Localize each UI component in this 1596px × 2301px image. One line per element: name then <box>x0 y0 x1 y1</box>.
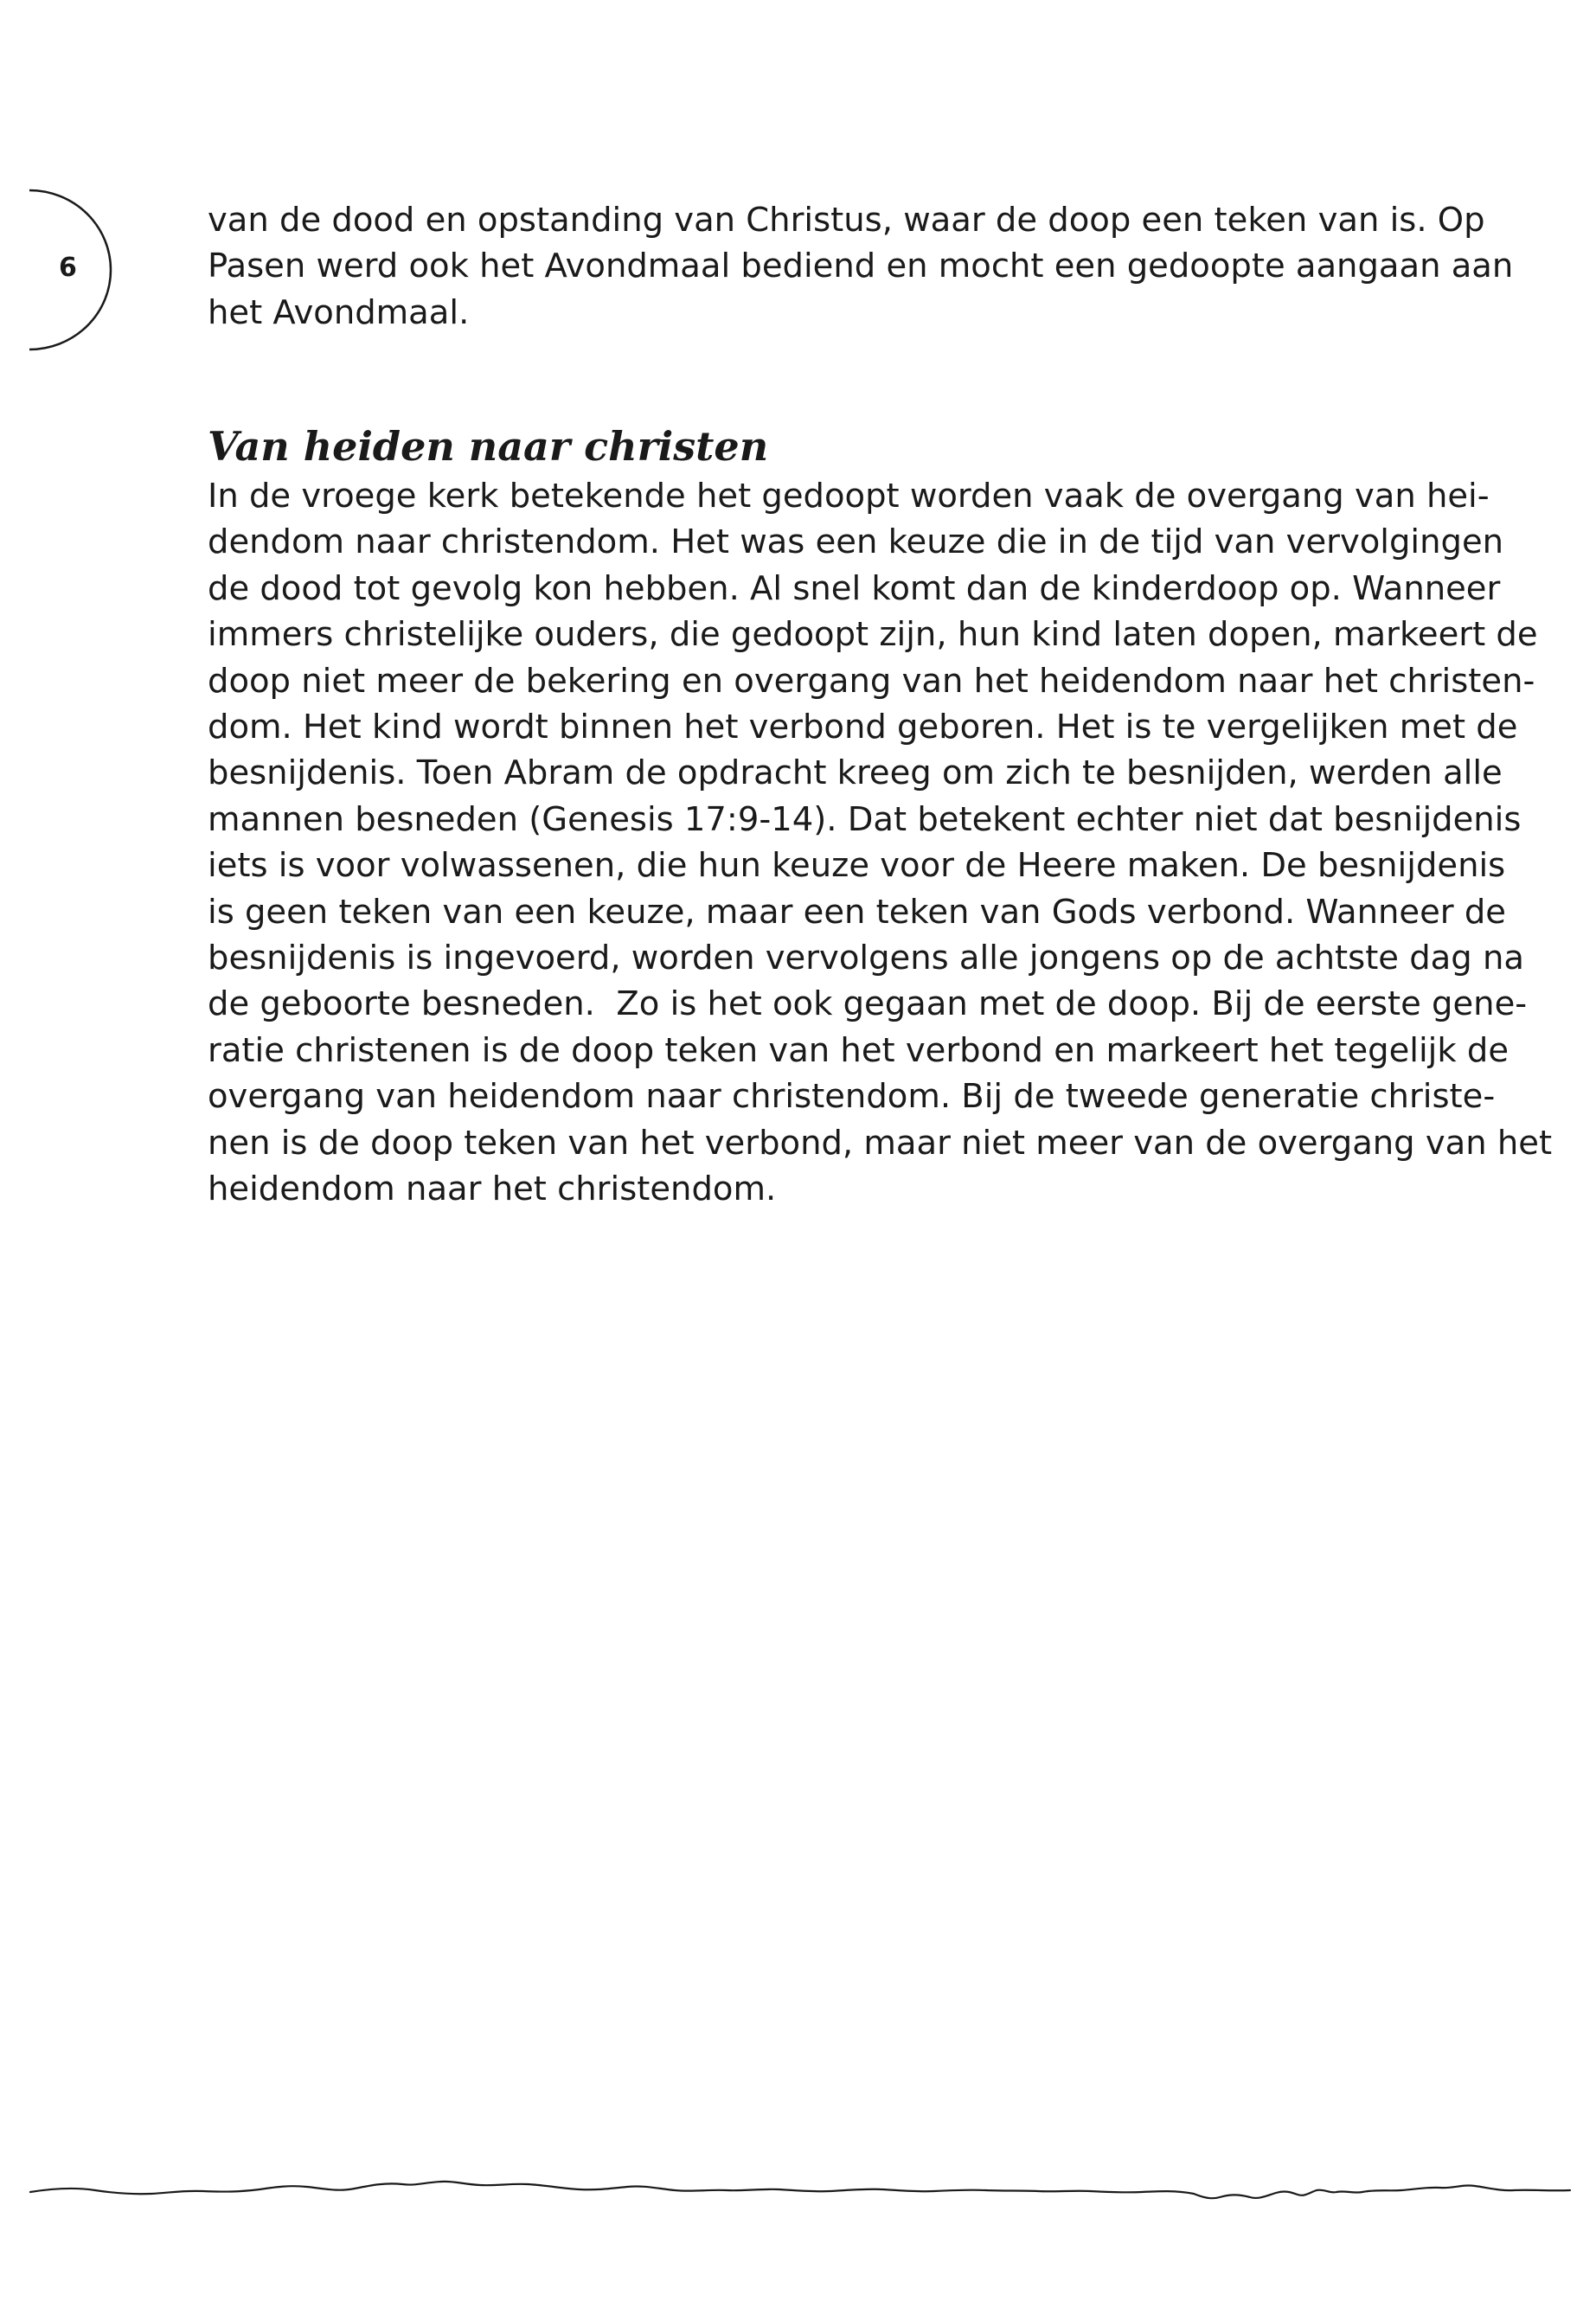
paragraph-line: besnijdenis is ingevoerd, worden vervolgens alle jongens op de achtste dag na <box>208 939 1524 978</box>
paragraph-line: is geen teken van een keuze, maar een teken van Gods verbond. Wanneer de <box>208 892 1506 932</box>
section-heading: Van heiden naar christen <box>208 423 769 470</box>
paragraph-line: Pasen werd ook het Avondmaal bediend en mocht een gedoopte aangaan aan <box>208 247 1514 286</box>
section-paragraph <box>208 473 1553 1213</box>
paragraph-line: besnijdenis. Toen Abram de opdracht kreeg om zich te besnijden, werden alle <box>208 753 1503 793</box>
continuation-paragraph <box>208 197 1514 336</box>
paragraph-line: dom. Het kind wordt binnen het verbond geboren. Het is te vergelijken met de <box>208 708 1518 747</box>
paragraph-line: doop niet meer de bekering en overgang van het heidendom naar het christen- <box>208 661 1535 701</box>
paragraph-line: iets is voor volwassenen, die hun keuze voor de Heere maken. De besnijdenis <box>208 846 1506 886</box>
page-number: 6 <box>59 253 77 283</box>
paragraph-line: immers christelijke ouders, die gedoopt zijn, hun kind laten dopen, markeert de <box>208 615 1538 655</box>
paragraph-line: nen is de doop teken van het verbond, maar niet meer van de overgang van het <box>208 1123 1553 1163</box>
paragraph-line: In de vroege kerk betekende het gedoopt worden vaak de overgang van hei- <box>208 477 1490 516</box>
paragraph-line: de geboorte besneden. Zo is het ook gegaan met de doop. Bij de eerste gene- <box>208 984 1528 1024</box>
paragraph-line: mannen besneden (Genesis 17:9-14). Dat betekent echter niet dat besnijdenis <box>208 799 1522 839</box>
horizon-line-decoration <box>0 2154 1596 2223</box>
paragraph-line: het Avondmaal. <box>208 292 470 332</box>
paragraph-line: de dood tot gevolg kon hebben. Al snel komt dan de kinderdoop op. Wanneer <box>208 568 1501 608</box>
paragraph-line: overgang van heidendom naar christendom. Bij de tweede generatie christe- <box>208 1077 1496 1117</box>
paragraph-line: heidendom naar het christendom. <box>208 1170 777 1209</box>
paragraph-line: ratie christenen is de doop teken van het verbond en markeert het tegelijk de <box>208 1030 1509 1070</box>
paragraph-line: dendom naar christendom. Het was een keuze die in de tijd van vervolgingen <box>208 522 1504 562</box>
paragraph-line: van de dood en opstanding van Christus, waar de doop een teken van is. Op <box>208 201 1485 240</box>
